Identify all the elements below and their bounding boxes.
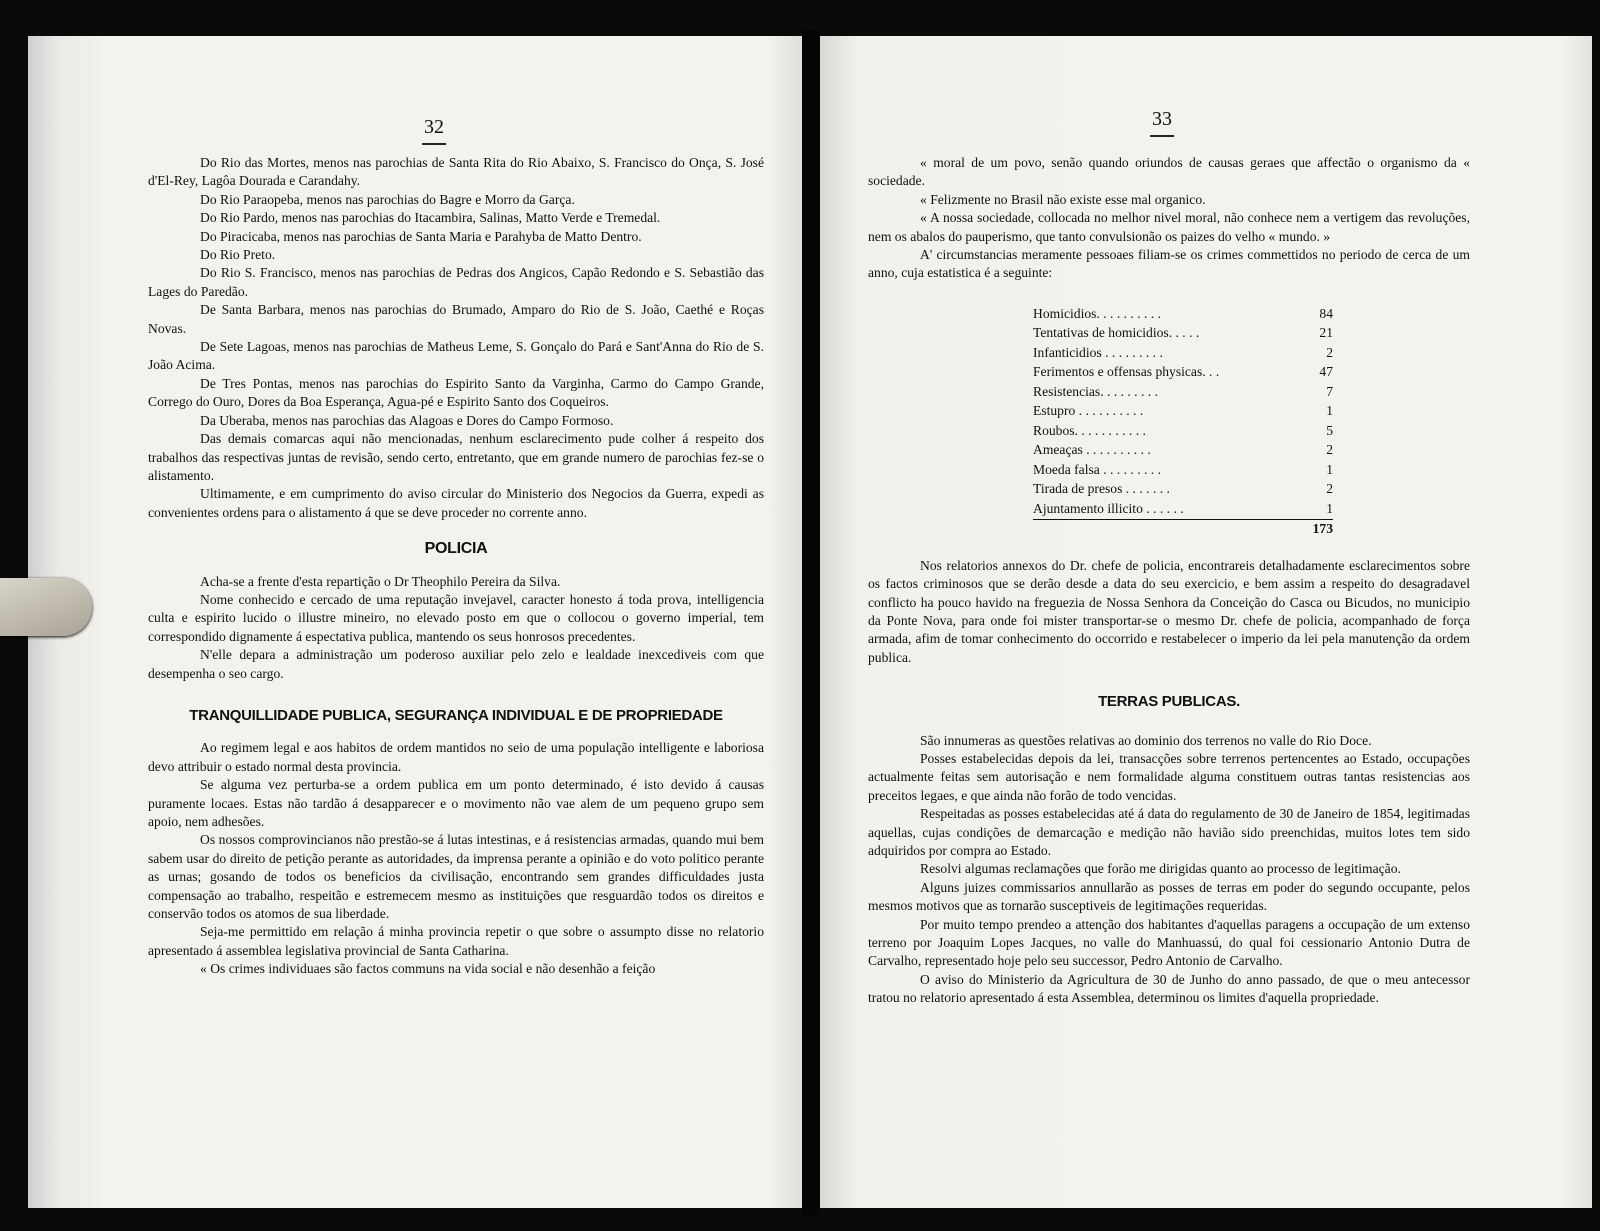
paragraph: « Os crimes individuaes são factos communs na vida social e não desenhão a feição [200, 961, 656, 977]
crime-stat-value: 2 [1326, 344, 1333, 360]
paragraph: O aviso do Ministerio da Agricultura de 30 de Junho do anno passado, de que o meu antecessor tratou no relatorio apresentado á esta Assemblea, determinou os limites d'aquella propriedade. [868, 971, 1470, 1006]
paragraph: Das demais comarcas aqui não mencionadas, nenhum esclarecimento pude colher á respeito dos trabalhos das respectivas juntas de revisão, sendo certo, entretanto, que em grande numero de parochias fez-se o alistamento. [148, 431, 764, 483]
paragraph: Do Rio Paraopeba, menos nas parochias do Bagre e Morro da Garça. [200, 191, 575, 207]
left-top-paragraphs [148, 154, 764, 522]
section-heading-terras: TERRAS PUBLICAS. [1098, 693, 1240, 711]
paragraph: Do Rio das Mortes, menos nas parochias de Santa Rita do Rio Abaixo, S. Francisco do Onça, S. José d'El-Rey, Lagôa Dourada e Carandahy. [148, 155, 764, 189]
paragraph: Do Rio Pardo, menos nas parochias do Itacambira, Salinas, Matto Verde e Tremedal. [200, 210, 661, 226]
paragraph: Nome conhecido e cercado de uma reputação invejavel, caracter honesto á toda prova, intelligencia culta e espirito lucido o illustre mineiro, no elevado posto em que o collocou o governo imperial, tem correspondido dignamente á espectativa publica, mantendo os seus honrosos precedentes. [148, 591, 764, 644]
left-page-body [148, 154, 764, 979]
paragraph: Ao regimem legal e aos habitos de ordem mantidos no seio de uma população intelligente e laboriosa devo attribuir o estado normal desta provincia. [148, 740, 764, 774]
crime-stat-row [1033, 500, 1333, 520]
crime-stat-value: 84 [1319, 305, 1333, 321]
crime-stat-row [1033, 441, 1333, 461]
bookmark-tab [0, 578, 92, 636]
crime-stat-row [1033, 461, 1333, 481]
paragraph: Resolvi algumas reclamações que forão me dirigidas quanto ao processo de legitimação. [920, 861, 1401, 877]
crime-stat-row [1033, 363, 1333, 383]
paragraph: Se alguma vez perturba-se a ordem publica em um ponto determinado, é isto devido á causas puramente locaes. Estas não tardão á desapparecer e o movimento não vae alem de um pequeno grupo sem apoio, nem adhesões. [148, 777, 764, 829]
crime-total-row [1033, 519, 1333, 538]
paragraph: De Tres Pontas, menos nas parochias do Espirito Santo da Varginha, Carmo do Campo Grande, Corrego do Ouro, Dores da Boa Esperança, Agua-pé e Espirito Santo dos Coqueiros. [148, 375, 764, 410]
paragraph: Seja-me permittido em relação á minha provincia repetir o que sobre o assumpto disse no relatorio apresentado á assemblea legislativa provincial de Santa Catharina. [148, 924, 764, 958]
crime-stat-row [1033, 344, 1333, 364]
crime-stat-row [1033, 480, 1333, 500]
right-top-paragraphs [868, 154, 1470, 283]
crime-stat-value: 5 [1326, 422, 1333, 438]
crime-stat-label: Resistencias. . . . . . . . . [1033, 383, 1158, 399]
right-page [820, 36, 1592, 1208]
paragraph: « Felizmente no Brasil não existe esse mal organico. [920, 191, 1206, 207]
paragraph: Do Rio Preto. [200, 247, 276, 263]
right-page-number: 33 [1152, 108, 1172, 130]
left-page-number: 32 [424, 116, 444, 138]
left-page [28, 36, 802, 1208]
section-heading-tranquillidade: TRANQUILLIDADE PUBLICA, SEGURANÇA INDIVIDUAL E DE PROPRIEDADE [189, 706, 723, 724]
crime-stat-value: 1 [1326, 500, 1333, 516]
crime-stat-label: Ameaças . . . . . . . . . . [1033, 442, 1151, 458]
crime-stat-value: 21 [1319, 325, 1333, 341]
tranquillidade-paragraphs [148, 739, 764, 978]
crime-stat-value: 2 [1326, 481, 1333, 497]
paragraph: « moral de um povo, senão quando oriundos de causas geraes que affectão o organismo da « sociedade. [868, 155, 1470, 189]
crime-stat-label: Roubos. . . . . . . . . . . [1033, 422, 1146, 438]
crime-stat-value: 1 [1326, 461, 1333, 477]
paragraph: De Sete Lagoas, menos nas parochias de Matheus Leme, S. Gonçalo do Pará e Sant'Anna do Rio de S. João Acima. [148, 339, 764, 373]
terras-paragraphs [868, 732, 1470, 1008]
paragraph: Do Rio S. Francisco, menos nas parochias de Pedras dos Angicos, Capão Redondo e S. Sebastião das Lages do Paredão. [148, 265, 764, 299]
paragraph: Ultimamente, e em cumprimento do aviso circular do Ministerio dos Negocios da Guerra, expedi as convenientes ordens para o alistamento á que se deve proceder no corrente anno. [148, 486, 764, 520]
paragraph: Respeitadas as posses estabelecidas até á data do regulamento de 30 de Janeiro de 1854, legitimadas aquellas, cujas condições de demarcação e medição não havião sido preenchidas, muitos lotes tem sido adquiridos por compra ao Estado. [868, 806, 1470, 859]
crime-statistics-table [1033, 305, 1333, 539]
paragraph: São innumeras as questões relativas ao dominio dos terrenos no valle do Rio Doce. [920, 732, 1372, 748]
section-heading-policia: POLICIA [424, 540, 488, 558]
crime-stat-value: 1 [1326, 403, 1333, 419]
crime-stat-row [1033, 383, 1333, 403]
crime-stat-label: Ferimentos e offensas physicas. . . [1033, 364, 1220, 380]
paragraph: Posses estabelecidas depois da lei, transacções sobre terrenos pertencentes ao Estado, occupações actualmente feitas sem autorisação e nem formalidade alguma constituem outras tantas resistencias aos preceitos legaes, e que ainda não forão de todo vencidas. [868, 751, 1470, 803]
paragraph: Da Uberaba, menos nas parochias das Alagoas e Dores do Campo Formoso. [200, 412, 614, 428]
paragraph: De Santa Barbara, menos nas parochias do Brumado, Amparo do Rio de S. João, Caethé e Roças Novas. [148, 302, 764, 336]
paragraph: Os nossos comprovincianos não prestão-se á lutas intestinas, e á resistencias armadas, quando mui bem sabem usar do direito de petição perante as autoridades, da imprensa perante a opinião e do voto politico perante as urnas; gosando de todos os beneficios da civilisação, encontrando sem grandes difficuldades justa compensação ao trabalho, respeitão e estremecem mesmo as instituições que resguardão todos os direitos e conservão todos os atomos de sua liberdade. [148, 832, 764, 922]
crime-stat-row [1033, 402, 1333, 422]
crime-stat-row [1033, 422, 1333, 442]
paragraph: N'elle depara a administração um poderoso auxiliar pelo zelo e lealdade inexcediveis com que desempenha o seo cargo. [148, 647, 764, 681]
crime-stat-row [1033, 305, 1333, 325]
relatorios-paragraph: Nos relatorios annexos do Dr. chefe de policia, encontrareis detalhadamente esclarecimentos sobre os factos criminosos que se derão desde a data do seu exercicio, e bem assim a respeito do desagradavel conflicto ha pouco havido na freguezia de Nossa Senhora da Conceição do Casca ou Bicudos, no municipio da Ponte Nova, para onde foi mister transportar-se o mesmo Dr. chefe de policia, acompanhado de força armada, afim de tomar conhecimento do occorrido e restabelecer o imperio da lei pela manutenção da ordem publica. [868, 557, 1470, 665]
crime-stat-label: Homicidios. . . . . . . . . . [1033, 305, 1162, 321]
crime-stat-label: Tentativas de homicidios. . . . . [1033, 325, 1200, 341]
crime-stat-label: Estupro . . . . . . . . . . [1033, 403, 1144, 419]
paragraph: A' circumstancias meramente pessoaes filiam-se os crimes commettidos no periodo de cerca de um anno, cuja estatistica é a seguinte: [868, 247, 1470, 281]
crime-stat-value: 2 [1326, 442, 1333, 458]
crime-statistics-rows [1033, 305, 1333, 520]
crime-stat-label: Ajuntamento illicito . . . . . . [1033, 500, 1184, 516]
crime-stat-label: Tirada de presos . . . . . . . [1033, 481, 1170, 497]
crime-stat-row [1033, 324, 1333, 344]
crime-stat-label: Moeda falsa . . . . . . . . . [1033, 461, 1161, 477]
crime-stat-label: Infanticidios . . . . . . . . . [1033, 344, 1163, 360]
paragraph: Do Piracicaba, menos nas parochias de Santa Maria e Parahyba de Matto Dentro. [200, 228, 642, 244]
right-page-body [868, 154, 1470, 1008]
policia-paragraphs [148, 573, 764, 683]
crime-stat-value: 7 [1326, 383, 1333, 399]
paragraph: « A nossa sociedade, collocada no melhor nivel moral, não conhece nem a vertigem das revoluções, nem os abalos do pauperismo, que tanto convulsionão os paizes do velho « mundo. » [868, 210, 1470, 244]
crime-total-value: 173 [1312, 521, 1333, 537]
crime-stat-value: 47 [1319, 364, 1333, 380]
paragraph: Acha-se a frente d'esta repartição o Dr Theophilo Pereira da Silva. [200, 573, 561, 589]
paragraph: Por muito tempo prendeo a attenção dos habitantes d'aquellas paragens a occupação de um extenso terreno por Joaquim Lopes Jacques, no valle do Manhuassú, do qual foi cessionario Antonio Dutra de Carvalho, representado hoje pelo seu successor, Pedro Antonio de Carvalho. [868, 916, 1470, 969]
book-gutter [802, 30, 820, 1215]
paragraph: Alguns juizes commissarios annullarão as posses de terras em poder do segundo occupante, pelos mesmos motivos que as tornarão susceptiveis de legitimações requeridas. [868, 879, 1470, 914]
